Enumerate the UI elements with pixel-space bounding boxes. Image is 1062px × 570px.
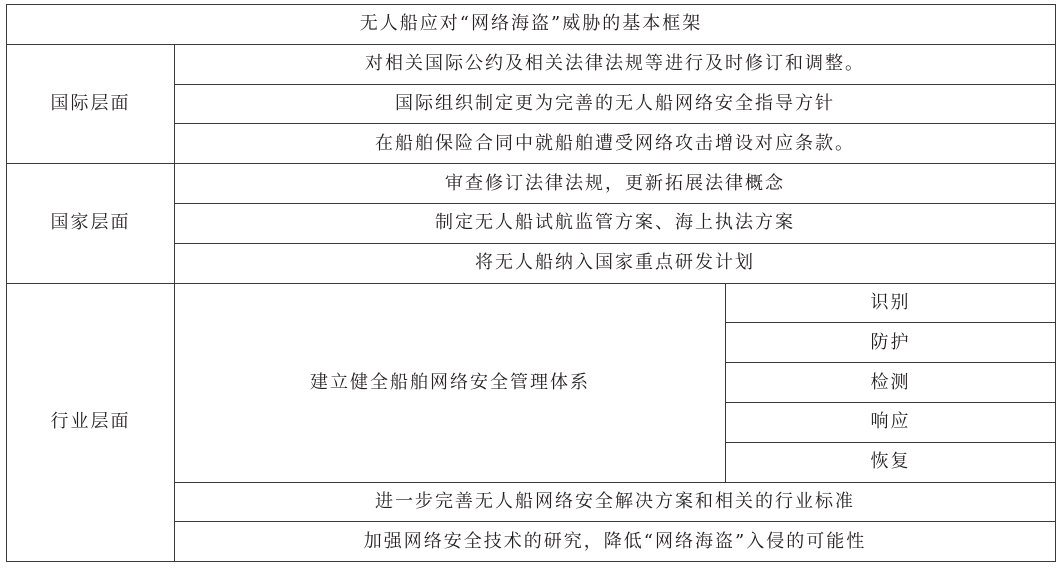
national-item: 审查修订法律法规，更新拓展法律概念 (175, 164, 1056, 204)
table-row (7, 283, 1056, 323)
management-function: 防护 (726, 323, 1056, 363)
management-function: 响应 (726, 402, 1056, 442)
national-item: 制定无人船试航监管方案、海上执法方案 (175, 203, 1056, 243)
management-system-cell: 建立健全船舶网络安全管理体系 (175, 283, 726, 482)
international-item: 对相关国际公约及相关法律法规等进行及时修订和调整。 (175, 44, 1056, 84)
title-row (7, 5, 1056, 45)
level-national-label: 国家层面 (7, 164, 175, 283)
level-international-label: 国际层面 (7, 44, 175, 163)
international-item: 国际组织制定更为完善的无人船网络安全指导方针 (175, 84, 1056, 124)
management-function: 识别 (726, 283, 1056, 323)
national-item: 将无人船纳入国家重点研发计划 (175, 243, 1056, 283)
framework-table-frame (6, 4, 1055, 561)
framework-table (6, 4, 1056, 562)
industry-item: 进一步完善无人船网络安全解决方案和相关的行业标准 (175, 482, 1056, 522)
table-row (7, 164, 1056, 204)
table-row (7, 44, 1056, 84)
management-function: 检测 (726, 363, 1056, 403)
industry-item: 加强网络安全技术的研究，降低“网络海盗”入侵的可能性 (175, 522, 1056, 562)
international-item: 在船舶保险合同中就船舶遭受网络攻击增设对应条款。 (175, 124, 1056, 164)
table-title: 无人船应对“网络海盗”威胁的基本框架 (7, 5, 1056, 45)
level-industry-label: 行业层面 (7, 283, 175, 562)
management-function: 恢复 (726, 442, 1056, 482)
